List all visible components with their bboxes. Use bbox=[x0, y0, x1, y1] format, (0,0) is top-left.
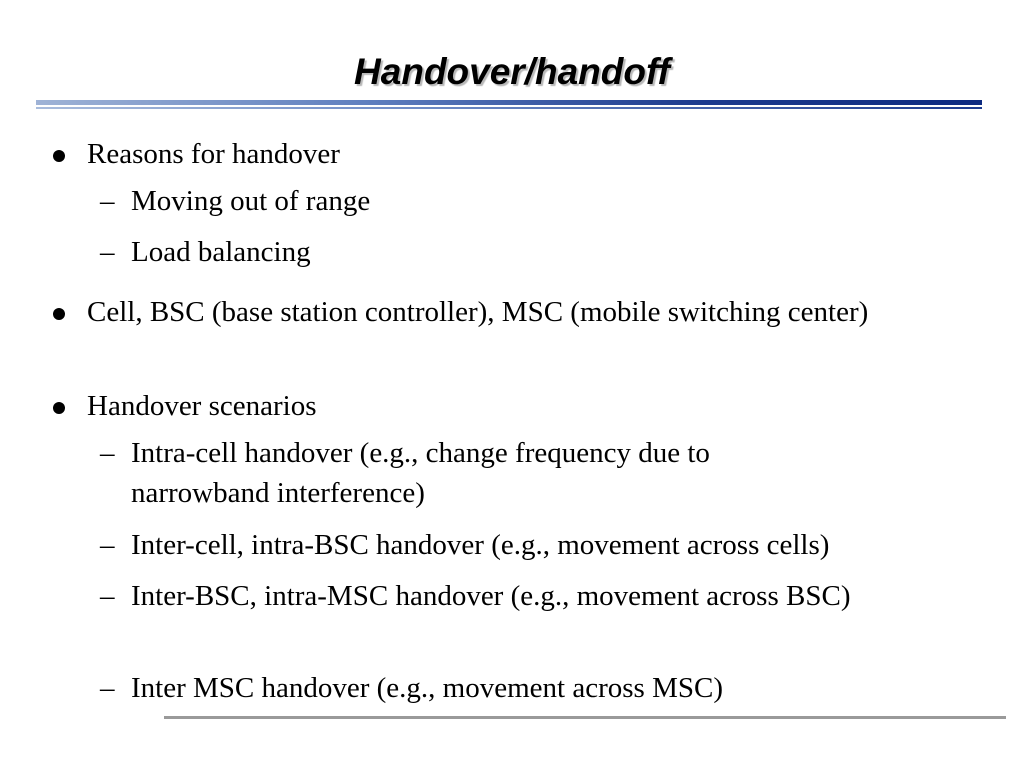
dash-icon: – bbox=[100, 236, 115, 268]
sub-item-text: Inter MSC handover (e.g., movement across MSC) bbox=[131, 672, 723, 704]
bullet-dot-icon bbox=[53, 150, 65, 162]
dash-icon: – bbox=[100, 672, 115, 704]
sub-item-text: Load balancing bbox=[131, 236, 311, 268]
dash-icon: – bbox=[100, 185, 115, 217]
bullet-text: Handover scenarios bbox=[87, 390, 317, 422]
bullet-text: Cell, BSC (base station controller), MSC (mobile switching center) bbox=[87, 296, 869, 328]
sub-item-text: Moving out of range bbox=[131, 185, 371, 217]
bullet-dot-icon bbox=[53, 308, 65, 320]
bullet-item bbox=[87, 134, 967, 174]
bullet-item bbox=[87, 292, 917, 332]
slide-title: Handover/handoff bbox=[354, 51, 670, 92]
title-underline-band-bottom bbox=[36, 107, 982, 109]
sub-item-text: Inter-cell, intra-BSC handover (e.g., movement across cells) bbox=[131, 529, 830, 561]
bullet-dot-icon bbox=[53, 402, 65, 414]
sub-item bbox=[100, 232, 971, 272]
bottom-divider bbox=[164, 716, 1006, 719]
sub-item-text: Intra-cell handover (e.g., change frequency due to narrowband interference) bbox=[131, 437, 710, 509]
sub-item bbox=[100, 433, 831, 513]
dash-icon: – bbox=[100, 529, 115, 561]
sub-item bbox=[100, 181, 971, 221]
title-underline bbox=[36, 100, 982, 110]
bullet-text: Reasons for handover bbox=[87, 138, 340, 170]
bullet-item bbox=[87, 386, 967, 426]
sub-item-text: Inter-BSC, intra-MSC handover (e.g., movement across BSC) bbox=[131, 580, 851, 612]
sub-item bbox=[100, 525, 991, 565]
dash-icon: – bbox=[100, 580, 115, 612]
dash-icon: – bbox=[100, 437, 115, 469]
sub-item bbox=[100, 668, 971, 708]
sub-item bbox=[100, 576, 911, 616]
